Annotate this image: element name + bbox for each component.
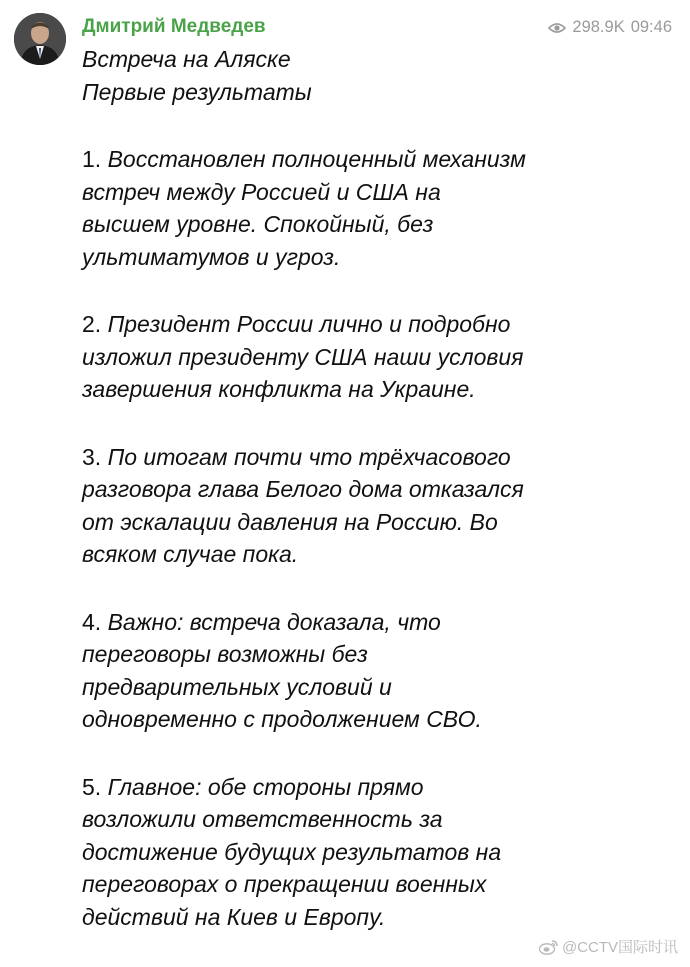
post-body xyxy=(82,43,672,933)
post-time: 09:46 xyxy=(630,18,672,36)
point-3 xyxy=(82,441,672,571)
point-number: 3. xyxy=(82,443,102,470)
channel-author[interactable]: Дмитрий Медведев xyxy=(82,16,266,37)
point-line xyxy=(82,308,672,341)
point-number: 1. xyxy=(82,146,102,172)
post-subtitle-line: Первые результаты xyxy=(82,78,312,105)
point-line: ультиматумов и угроз. xyxy=(82,243,341,270)
point-line: разговора глава Белого дома отказался xyxy=(82,476,524,502)
point-line: завершения конфликта на Украине. xyxy=(82,376,476,402)
avatar-photo xyxy=(14,13,66,65)
point-text: Президент России лично и подробно xyxy=(107,311,511,337)
point-4 xyxy=(82,606,672,736)
weibo-icon xyxy=(539,939,559,955)
point-line: предварительных условий и xyxy=(82,673,392,700)
point-line xyxy=(82,771,672,804)
point-line: всяком случае пока. xyxy=(82,541,299,567)
views-count: 298.9K xyxy=(572,18,625,36)
post-title-line: Встреча на Аляске xyxy=(82,46,291,72)
point-line: переговоры возможны без xyxy=(82,641,368,667)
point-line: возложили ответственность за xyxy=(82,806,443,832)
point-text: Важно: встреча доказала, что xyxy=(107,608,441,635)
post-meta xyxy=(548,18,672,37)
point-line: изложил президенту США наши условия xyxy=(82,343,524,370)
point-line xyxy=(82,606,672,639)
point-line: переговорах о прекращении военных xyxy=(82,871,487,897)
point-number: 2. xyxy=(82,311,102,337)
point-text: Главное: обе стороны прямо xyxy=(107,773,424,800)
point-number: 5. xyxy=(82,773,102,800)
point-1 xyxy=(82,143,672,273)
watermark-text: @CCTV国际时讯 xyxy=(561,939,678,956)
point-2 xyxy=(82,308,672,406)
post-header xyxy=(82,16,672,40)
eye-icon xyxy=(548,22,566,34)
point-line: одновременно с продолжением СВО. xyxy=(82,706,482,732)
point-number: 4. xyxy=(82,608,102,635)
point-line: действий на Киев и Европу. xyxy=(82,903,386,930)
point-line: высшем уровне. Спокойный, без xyxy=(82,211,434,237)
point-text: Восстановлен полноценный механизм xyxy=(107,146,526,172)
point-5 xyxy=(82,771,672,934)
point-line xyxy=(82,441,672,474)
point-line xyxy=(82,143,672,176)
point-line: от эскалации давления на Россию. Во xyxy=(82,508,498,535)
point-line: достижение будущих результатов на xyxy=(82,838,502,865)
avatar[interactable] xyxy=(14,13,66,65)
watermark xyxy=(539,936,678,957)
point-text: По итогам почти что трёхчасового xyxy=(107,443,511,470)
point-line: встреч между Россией и США на xyxy=(82,178,441,205)
